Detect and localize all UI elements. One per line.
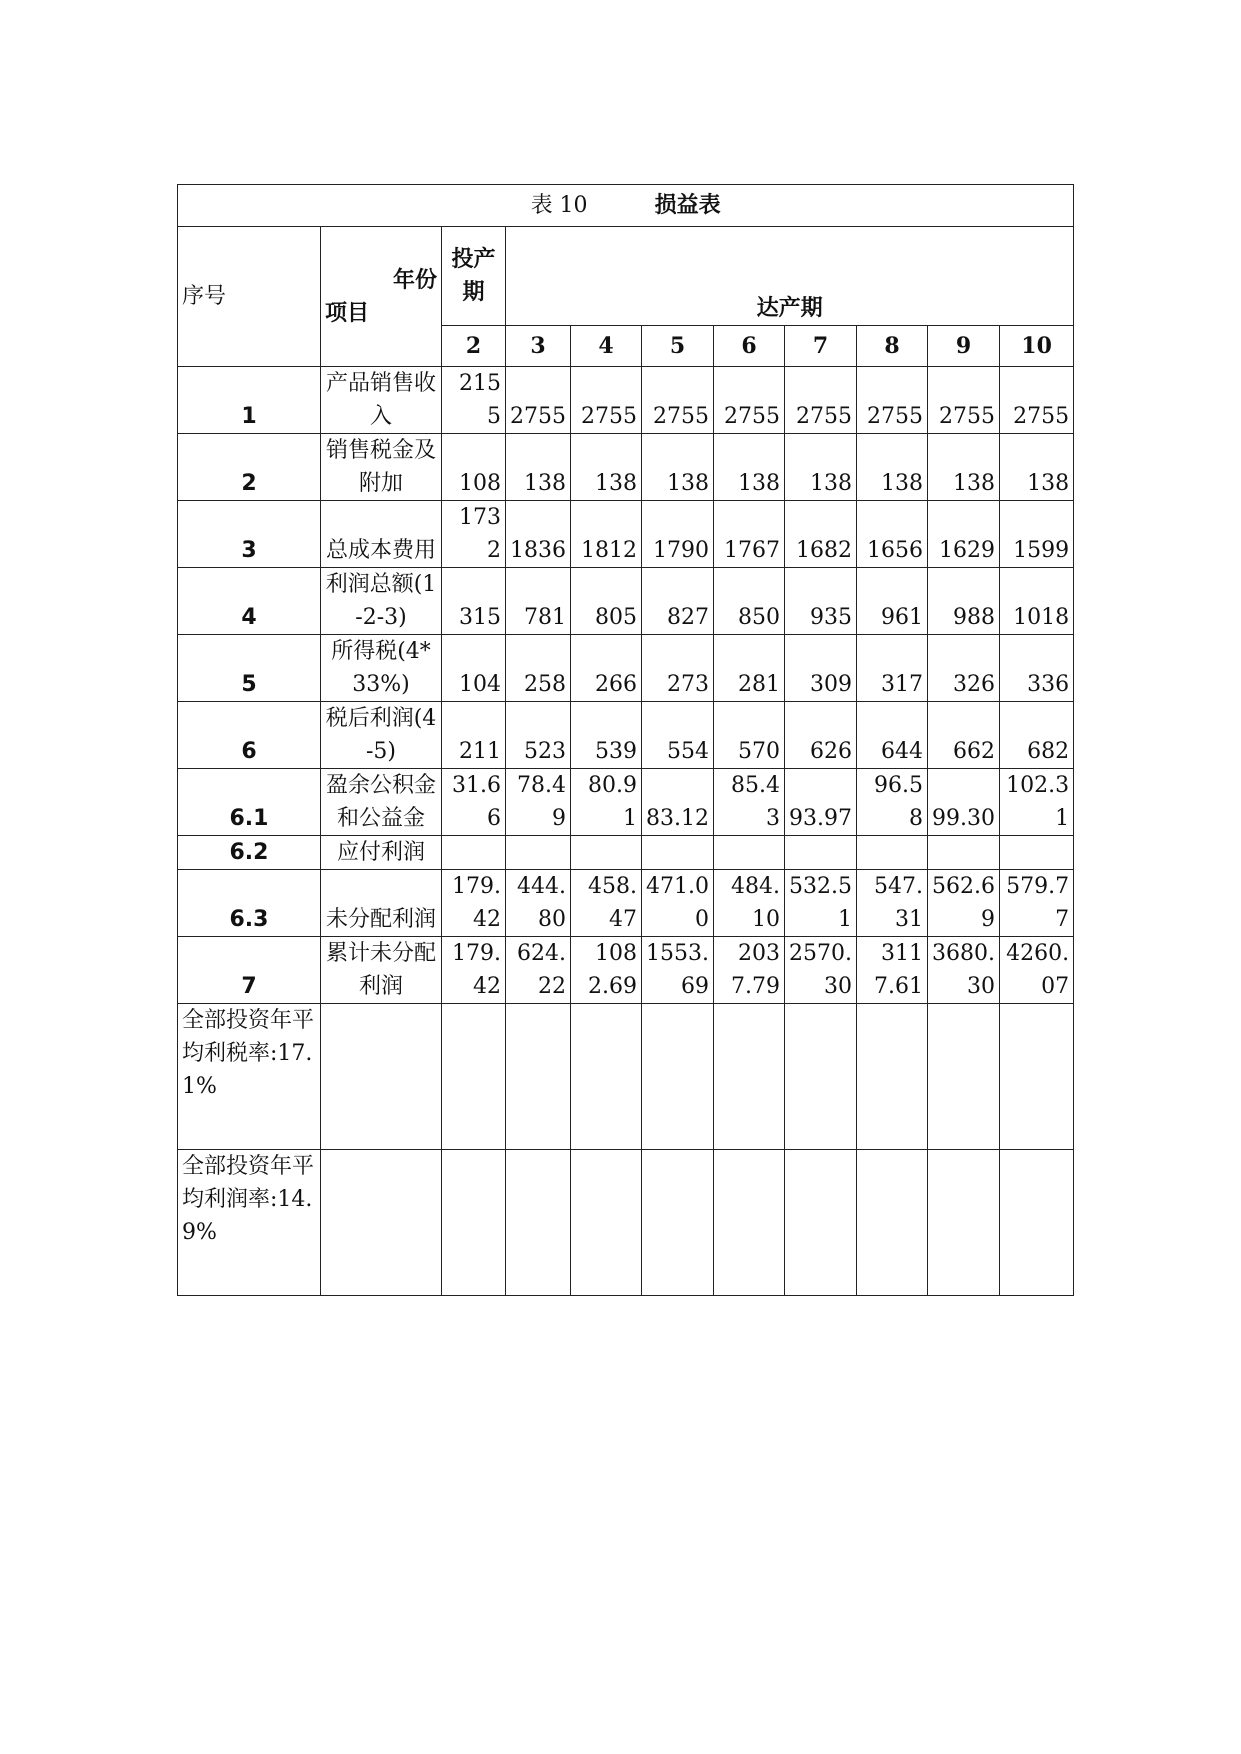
row-value: 579.77 <box>1000 870 1074 937</box>
summary-row <box>178 1004 1074 1150</box>
row-value: 138 <box>506 434 571 501</box>
row-value: 78.49 <box>506 769 571 836</box>
row-value: 1018 <box>1000 568 1074 635</box>
summary-empty-cell <box>714 1004 785 1150</box>
row-value: 1656 <box>857 501 928 568</box>
row-value: 258 <box>506 635 571 702</box>
summary-empty-cell <box>785 1150 857 1296</box>
row-value: 547.31 <box>857 870 928 937</box>
row-value: 138 <box>1000 434 1074 501</box>
row-value: 644 <box>857 702 928 769</box>
row-value: 471.00 <box>642 870 714 937</box>
summary-empty-cell <box>928 1150 1000 1296</box>
row-value: 326 <box>928 635 1000 702</box>
header-item <box>321 227 442 367</box>
row-value: 108 <box>442 434 506 501</box>
row-value: 1732 <box>442 501 506 568</box>
header-year-5: 5 <box>642 326 714 367</box>
summary-empty-cell <box>857 1150 928 1296</box>
row-item: 产品销售收入 <box>321 367 442 434</box>
row-item: 应付利润 <box>321 836 442 870</box>
row-value: 1790 <box>642 501 714 568</box>
row-item: 总成本费用 <box>321 501 442 568</box>
row-item: 利润总额(1-2-3) <box>321 568 442 635</box>
header-year-2: 2 <box>442 326 506 367</box>
row-value: 99.30 <box>928 769 1000 836</box>
row-value: 273 <box>642 635 714 702</box>
row-value: 458.47 <box>571 870 642 937</box>
row-item: 累计未分配利润 <box>321 937 442 1004</box>
row-value: 935 <box>785 568 857 635</box>
summary-empty-cell <box>928 1004 1000 1150</box>
summary-empty-cell <box>321 1004 442 1150</box>
row-value: 827 <box>642 568 714 635</box>
row-value: 2755 <box>785 367 857 434</box>
row-item: 销售税金及附加 <box>321 434 442 501</box>
table-row <box>178 635 1074 702</box>
row-value: 80.91 <box>571 769 642 836</box>
row-value <box>571 836 642 870</box>
row-value: 4260.07 <box>1000 937 1074 1004</box>
header-year-label: 年份 <box>392 267 437 293</box>
row-value: 3117.61 <box>857 937 928 1004</box>
row-value: 2755 <box>928 367 1000 434</box>
income-statement-sheet <box>177 184 1073 1296</box>
summary-empty-cell <box>571 1150 642 1296</box>
table-row <box>178 836 1074 870</box>
header-year-4: 4 <box>571 326 642 367</box>
row-value: 138 <box>571 434 642 501</box>
row-value: 2755 <box>506 367 571 434</box>
row-value: 2570.30 <box>785 937 857 1004</box>
row-value: 539 <box>571 702 642 769</box>
row-value: 1682 <box>785 501 857 568</box>
title-row <box>178 185 1074 227</box>
row-value: 31.66 <box>442 769 506 836</box>
row-value: 988 <box>928 568 1000 635</box>
summary-empty-cell <box>442 1150 506 1296</box>
row-item: 税后利润(4-5) <box>321 702 442 769</box>
row-value: 138 <box>785 434 857 501</box>
row-seq: 6.1 <box>178 769 321 836</box>
row-value: 523 <box>506 702 571 769</box>
row-value: 1836 <box>506 501 571 568</box>
row-value <box>442 836 506 870</box>
row-value: 1812 <box>571 501 642 568</box>
table-title: 损益表 <box>654 193 721 218</box>
summary-row <box>178 1150 1074 1296</box>
table-row <box>178 568 1074 635</box>
row-value: 2755 <box>642 367 714 434</box>
row-value: 3680.30 <box>928 937 1000 1004</box>
row-value: 626 <box>785 702 857 769</box>
row-value: 532.51 <box>785 870 857 937</box>
row-value: 1629 <box>928 501 1000 568</box>
row-value: 1553.69 <box>642 937 714 1004</box>
header-row-1 <box>178 227 1074 326</box>
header-year-3: 3 <box>506 326 571 367</box>
row-seq: 3 <box>178 501 321 568</box>
row-value <box>928 836 1000 870</box>
summary-text: 全部投资年平均利润率:14.9% <box>178 1150 321 1296</box>
row-value: 444.80 <box>506 870 571 937</box>
summary-empty-cell <box>506 1004 571 1150</box>
income-statement-table <box>177 184 1074 1296</box>
row-seq: 2 <box>178 434 321 501</box>
row-value: 624.22 <box>506 937 571 1004</box>
table-row <box>178 434 1074 501</box>
row-value: 102.31 <box>1000 769 1074 836</box>
row-seq: 5 <box>178 635 321 702</box>
row-value: 2755 <box>714 367 785 434</box>
row-seq: 6 <box>178 702 321 769</box>
row-value: 781 <box>506 568 571 635</box>
row-value: 2755 <box>571 367 642 434</box>
table-row <box>178 501 1074 568</box>
row-value: 138 <box>857 434 928 501</box>
row-value: 2755 <box>1000 367 1074 434</box>
header-reach-period: 达产期 <box>506 227 1074 326</box>
summary-empty-cell <box>506 1150 571 1296</box>
row-seq: 7 <box>178 937 321 1004</box>
row-value <box>785 836 857 870</box>
row-value: 805 <box>571 568 642 635</box>
row-value: 211 <box>442 702 506 769</box>
row-value: 309 <box>785 635 857 702</box>
summary-empty-cell <box>857 1004 928 1150</box>
table-title-cell <box>178 185 1074 227</box>
row-value: 281 <box>714 635 785 702</box>
header-year-10: 10 <box>1000 326 1074 367</box>
row-value: 93.97 <box>785 769 857 836</box>
row-value: 138 <box>928 434 1000 501</box>
row-value: 682 <box>1000 702 1074 769</box>
header-year-9: 9 <box>928 326 1000 367</box>
row-value: 1599 <box>1000 501 1074 568</box>
row-value: 138 <box>714 434 785 501</box>
row-value <box>714 836 785 870</box>
row-seq: 1 <box>178 367 321 434</box>
row-value: 850 <box>714 568 785 635</box>
summary-empty-cell <box>442 1004 506 1150</box>
row-seq: 4 <box>178 568 321 635</box>
row-item: 所得税(4*33%) <box>321 635 442 702</box>
header-invest-period: 投产期 <box>442 227 506 326</box>
header-year-7: 7 <box>785 326 857 367</box>
summary-empty-cell <box>1000 1004 1074 1150</box>
row-value: 317 <box>857 635 928 702</box>
row-value: 315 <box>442 568 506 635</box>
row-value: 96.58 <box>857 769 928 836</box>
header-year-8: 8 <box>857 326 928 367</box>
summary-empty-cell <box>714 1150 785 1296</box>
summary-empty-cell <box>1000 1150 1074 1296</box>
row-seq: 6.3 <box>178 870 321 937</box>
row-value: 1082.69 <box>571 937 642 1004</box>
row-value: 179.42 <box>442 937 506 1004</box>
row-value: 138 <box>642 434 714 501</box>
row-value: 1767 <box>714 501 785 568</box>
row-value: 336 <box>1000 635 1074 702</box>
table-row <box>178 702 1074 769</box>
row-value <box>1000 836 1074 870</box>
table-row <box>178 870 1074 937</box>
row-value: 2755 <box>857 367 928 434</box>
row-value: 83.12 <box>642 769 714 836</box>
row-value: 570 <box>714 702 785 769</box>
row-value: 961 <box>857 568 928 635</box>
header-item-label: 项目 <box>325 300 370 326</box>
header-seq: 序号 <box>178 227 321 367</box>
header-year-6: 6 <box>714 326 785 367</box>
row-value: 484.10 <box>714 870 785 937</box>
row-value: 179.42 <box>442 870 506 937</box>
summary-text: 全部投资年平均利税率:17.1% <box>178 1004 321 1150</box>
row-value: 662 <box>928 702 1000 769</box>
summary-empty-cell <box>571 1004 642 1150</box>
row-value: 266 <box>571 635 642 702</box>
row-value: 554 <box>642 702 714 769</box>
row-value: 2037.79 <box>714 937 785 1004</box>
row-value <box>857 836 928 870</box>
table-row <box>178 769 1074 836</box>
row-value: 2155 <box>442 367 506 434</box>
row-seq: 6.2 <box>178 836 321 870</box>
summary-empty-cell <box>321 1150 442 1296</box>
summary-empty-cell <box>642 1004 714 1150</box>
row-value: 85.43 <box>714 769 785 836</box>
table-caption: 表 10 <box>530 193 588 218</box>
row-item: 未分配利润 <box>321 870 442 937</box>
summary-empty-cell <box>785 1004 857 1150</box>
table-row <box>178 937 1074 1004</box>
row-value: 562.69 <box>928 870 1000 937</box>
row-item: 盈余公积金和公益金 <box>321 769 442 836</box>
summary-empty-cell <box>642 1150 714 1296</box>
table-row <box>178 367 1074 434</box>
row-value: 104 <box>442 635 506 702</box>
row-value <box>506 836 571 870</box>
row-value <box>642 836 714 870</box>
